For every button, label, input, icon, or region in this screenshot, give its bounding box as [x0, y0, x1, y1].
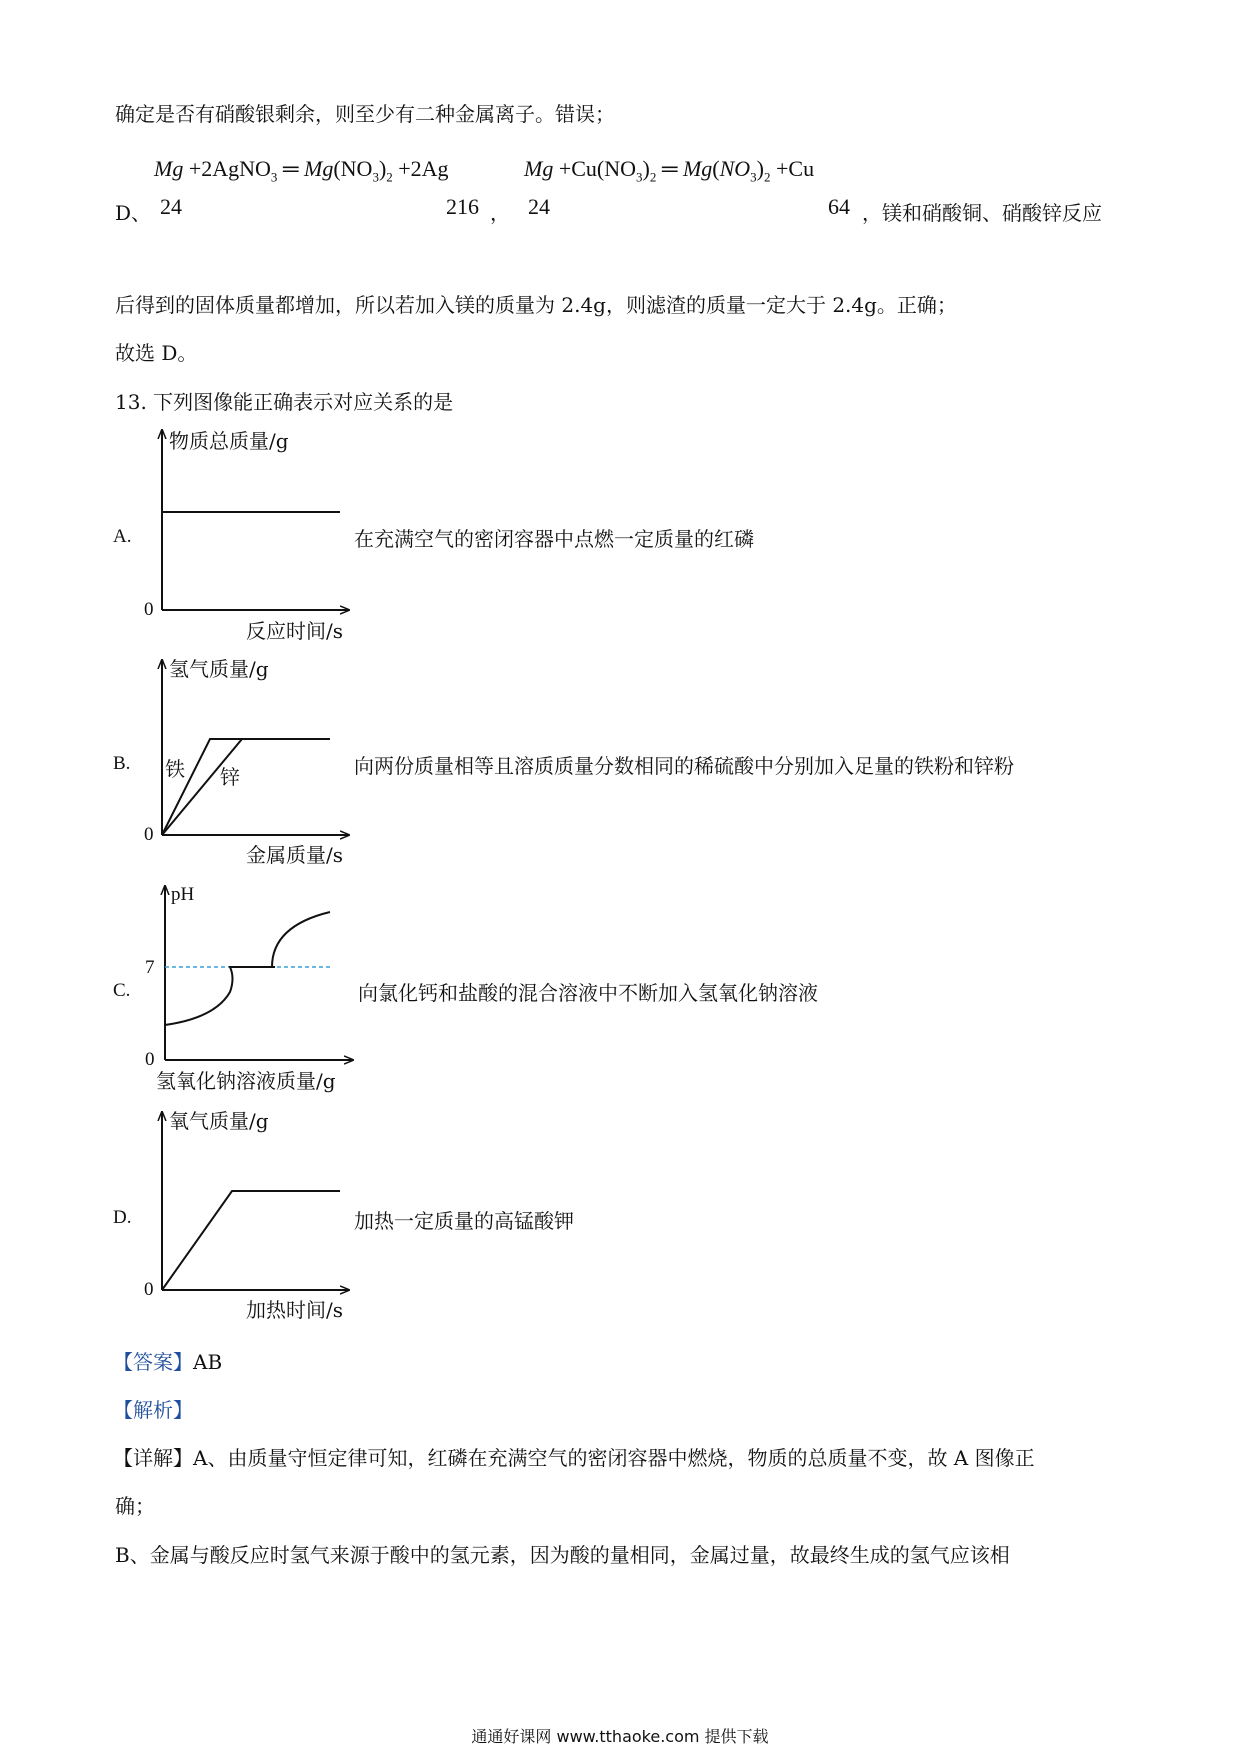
graph-c — [140, 880, 375, 1095]
detail-line-a1 — [113, 1442, 1035, 1471]
option-d-desc: 加热一定质量的高锰酸钾 — [354, 1209, 574, 1233]
detail-line-b: B、金属与酸反应时氢气来源于酸中的氢元素，因为酸的量相同，金属过量，故最终生成的氢气应该相 — [115, 1543, 1010, 1567]
detail-line-a2: 确； — [115, 1494, 155, 1518]
answer-tag: 【答案】 — [113, 1350, 193, 1374]
x-axis-label: 金属质量/s — [246, 843, 344, 867]
y-axis-label: 氢气质量/g — [169, 657, 269, 681]
comma: ， — [490, 201, 510, 225]
y-tick-7: 7 — [145, 957, 155, 978]
option-a-desc: 在充满空气的密闭容器中点燃一定质量的红磷 — [354, 527, 754, 551]
ph-curve — [165, 912, 330, 1025]
text-line-4: 故选 D。 — [115, 341, 198, 365]
zinc-curve-label: 锌 — [220, 765, 240, 789]
origin-label: 0 — [144, 1279, 154, 1300]
iron-curve-label: 铁 — [165, 757, 185, 781]
y-axis-label: 氧气质量/g — [169, 1109, 269, 1133]
mass-24-a: 24 — [160, 194, 182, 219]
text-line-3: 后得到的固体质量都增加，所以若加入镁的质量为 2.4g，则滤渣的质量一定大于 2.4g。正确； — [115, 293, 957, 317]
answer-value: AB — [193, 1350, 223, 1374]
mass-64: 64 — [828, 194, 850, 219]
answer-line — [113, 1346, 222, 1375]
option-b-desc: 向两份质量相等且溶质质量分数相同的稀硫酸中分别加入足量的铁粉和锌粉 — [354, 754, 1014, 778]
detail-tag: 【详解】 — [113, 1446, 193, 1470]
graph-d — [140, 1107, 360, 1327]
option-c-label: C. — [113, 980, 131, 1001]
origin-label: 0 — [144, 824, 154, 845]
option-a-label: A. — [113, 526, 132, 547]
page-footer: 通通好课网 www.tthaoke.com 提供下载 — [471, 1727, 769, 1746]
x-axis-label: 反应时间/s — [246, 619, 344, 643]
x-axis-label: 氢氧化钠溶液质量/g — [156, 1069, 336, 1093]
origin-label: 0 — [144, 599, 154, 620]
equation-mg-cuno3: $Mg +Cu(NO_3)_2$ ═ $Mg(NO_3)_2 +Cu$ — [524, 156, 815, 185]
text-line-2-tail: ，镁和硝酸铜、硝酸锌反应 — [862, 201, 1102, 225]
graph-a — [140, 425, 360, 650]
iron-curve — [162, 739, 330, 835]
oxygen-curve — [162, 1191, 340, 1290]
option-c-desc: 向氯化钙和盐酸的混合溶液中不断加入氢氧化钠溶液 — [358, 981, 818, 1005]
mass-24-b: 24 — [528, 194, 550, 219]
origin-label: 0 — [145, 1049, 155, 1070]
equation-mg-agno3: Mg +2AgNO$_3$ ═ $Mg(NO_3)_2 +2Ag$ — [154, 156, 449, 185]
x-axis-label: 加热时间/s — [246, 1298, 344, 1322]
analysis-tag: 【解析】 — [113, 1398, 193, 1422]
option-b-label: B. — [113, 753, 131, 774]
option-d-graph-label: D. — [113, 1207, 132, 1228]
y-axis-label: pH — [171, 884, 195, 905]
text-line-1: 确定是否有硝酸银剩余，则至少有二种金属离子。错误； — [115, 102, 615, 126]
question-stem: 13. 下列图像能正确表示对应关系的是 — [115, 390, 454, 414]
graph-b — [140, 655, 360, 870]
mass-216: 216 — [446, 194, 479, 219]
y-axis-label: 物质总质量/g — [169, 429, 289, 453]
detail-a1-text: A、由质量守恒定律可知，红磷在充满空气的密闭容器中燃烧，物质的总质量不变，故 A 图像正 — [193, 1446, 1035, 1470]
option-d-label: D、 — [115, 201, 152, 225]
